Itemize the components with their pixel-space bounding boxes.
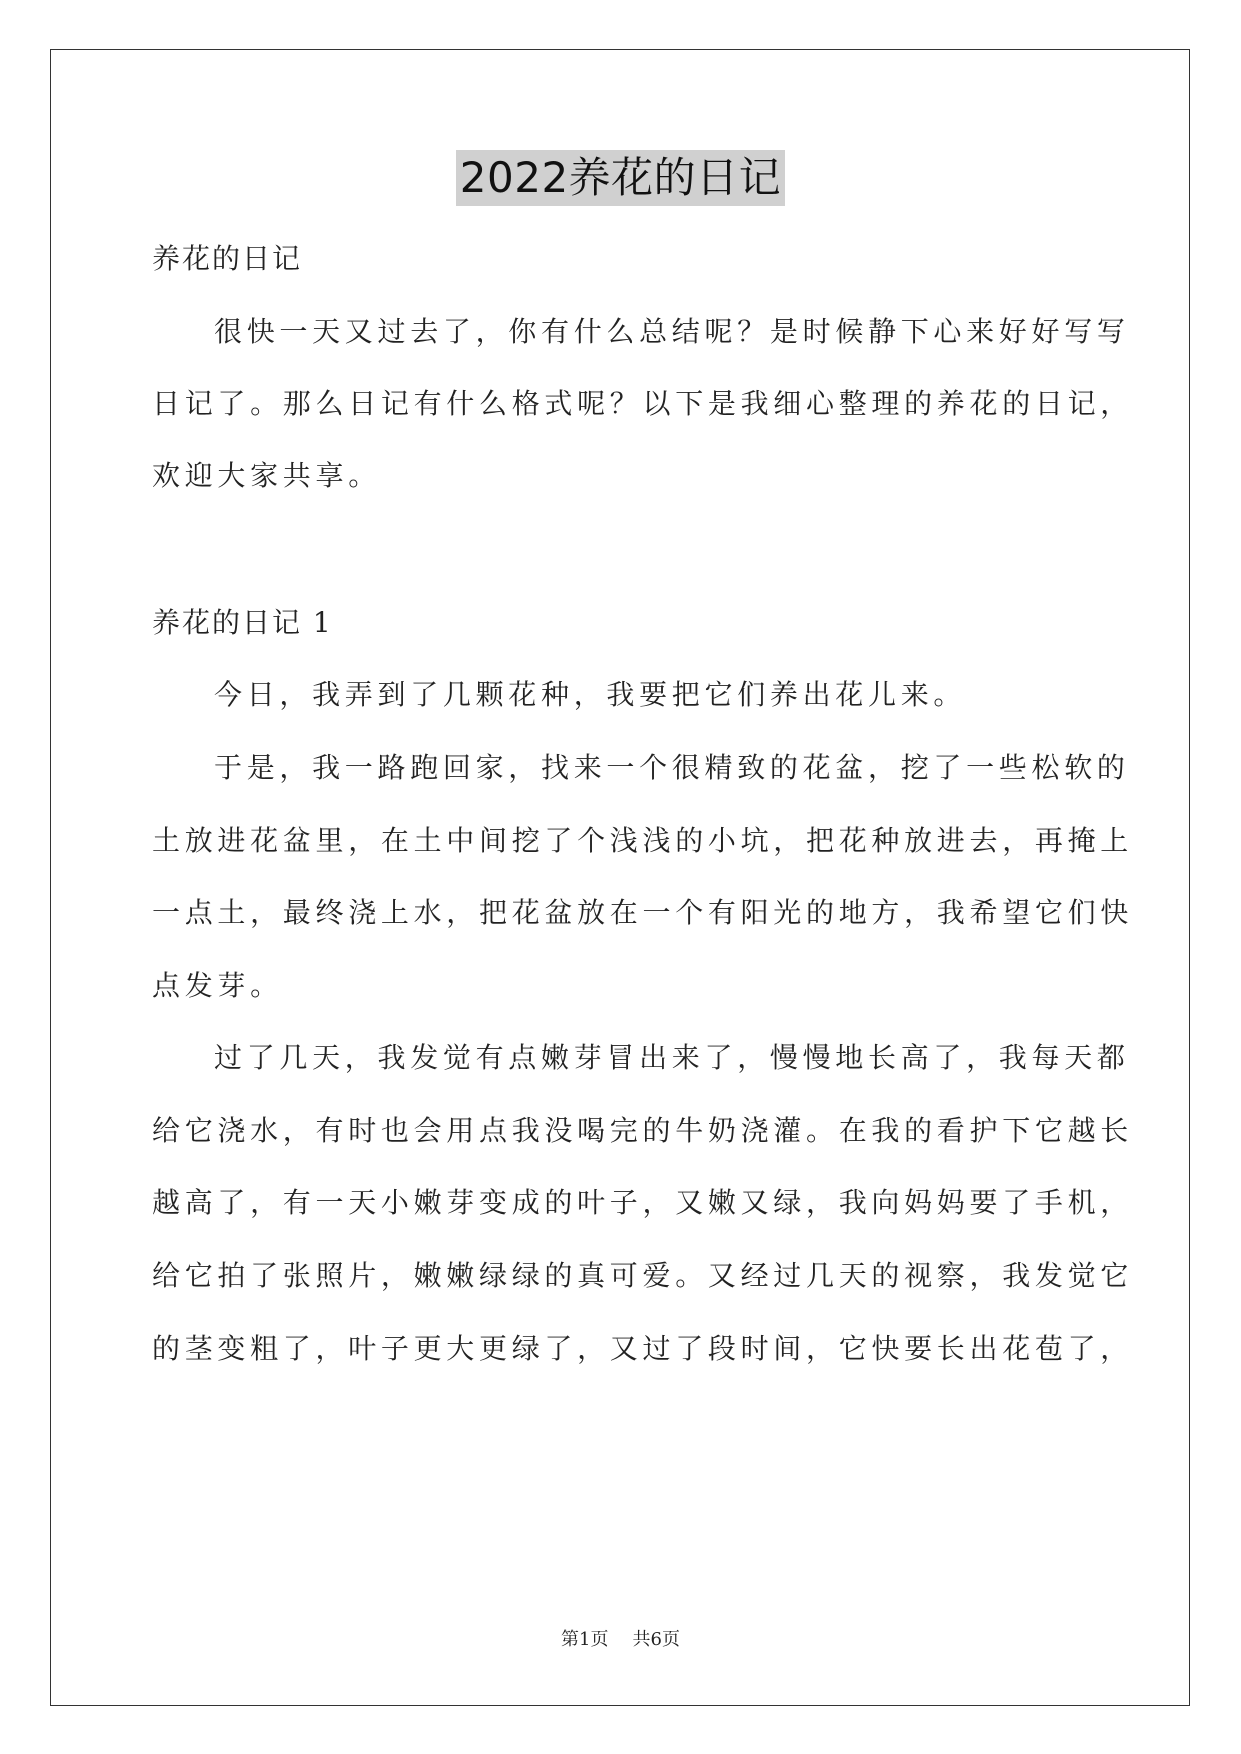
section-heading: 养花的日记 1 xyxy=(152,606,333,639)
page-footer xyxy=(0,1628,1241,1652)
section-heading: 养花的日记 xyxy=(152,242,303,275)
paragraph-line: 的茎变粗了，叶子更大更绿了，又过了段时间，它快要长出花苞了， xyxy=(152,1332,1134,1365)
paragraph-line: 过了几天，我发觉有点嫩芽冒出来了，慢慢地长高了，我每天都 xyxy=(214,1041,1130,1074)
title-container xyxy=(0,150,1241,206)
paragraph-line: 越高了，有一天小嫩芽变成的叶子，又嫩又绿，我向妈妈要了手机， xyxy=(152,1186,1134,1219)
paragraph-line: 很快一天又过去了，你有什么总结呢？是时候静下心来好好写写 xyxy=(214,315,1130,348)
page-number: 第1页 xyxy=(561,1629,609,1650)
paragraph-line: 于是，我一路跑回家，找来一个很精致的花盆，挖了一些松软的 xyxy=(214,751,1130,784)
page-border xyxy=(50,49,1190,1706)
paragraph-line: 给它拍了张照片，嫩嫩绿绿的真可爱。又经过几天的视察，我发觉它 xyxy=(152,1259,1134,1292)
paragraph-line: 日记了。那么日记有什么格式呢？以下是我细心整理的养花的日记， xyxy=(152,387,1134,420)
document-title: 2022养花的日记 xyxy=(456,150,785,206)
paragraph-line: 欢迎大家共享。 xyxy=(152,459,381,492)
paragraph-line: 今日，我弄到了几颗花种，我要把它们养出花儿来。 xyxy=(214,678,967,711)
paragraph-line: 一点土，最终浇上水，把花盆放在一个有阳光的地方，我希望它们快 xyxy=(152,896,1134,929)
page-total: 共6页 xyxy=(632,1629,680,1650)
paragraph-line: 点发芽。 xyxy=(152,969,283,1002)
paragraph-line: 土放进花盆里，在土中间挖了个浅浅的小坑，把花种放进去，再掩上 xyxy=(152,824,1134,857)
paragraph-line: 给它浇水，有时也会用点我没喝完的牛奶浇灌。在我的看护下它越长 xyxy=(152,1114,1134,1147)
